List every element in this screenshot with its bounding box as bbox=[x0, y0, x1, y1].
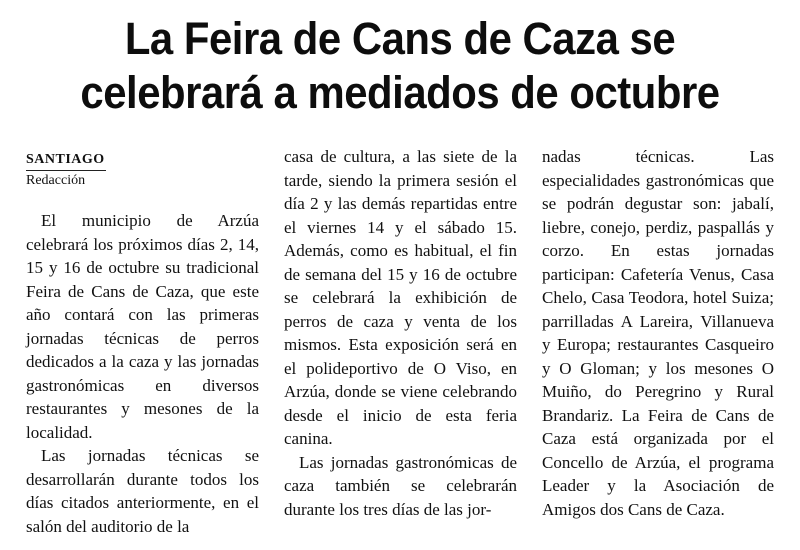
column-2-paragraph-1: casa de cultura, a las siete de la tarde, siendo la primera sesión el día 2 y las demás repartidas entre el viernes 14 y el sábado 15. Además, como es habitual, el fin de semana del 15 y 16 de octubre se celebrará la exhibición de perros de caza y venta de los mismos. Esta exposición será en el polideportivo de O Viso, en Arzúa, donde se viene celebrando desde el inicio de esta feria canina. bbox=[284, 147, 517, 448]
headline-line-2: celebrará a mediados de octubre bbox=[80, 67, 720, 118]
column-1-paragraph-2: Las jornadas técnicas se desarrollarán durante todos los días citados anteriormente, en el salón del auditorio de la bbox=[26, 446, 259, 536]
column-3-paragraph-1: nadas técnicas. Las especialidades gastronómicas que se podrán degustar son: jabalí, liebre, conejo, perdiz, paspallás y corzo. En estas jornadas participan: Cafetería Venus, Casa Chelo, Casa Teodora, hotel Suiza; parrilladas A Lareira, Villanueva y Europa; restaurantes Casqueiro y O Gloman; y los mesones O Muiño, do Peregrino y Rural Brandariz. La Feira de Cans de Caza está organizada por el Concello de Arzúa, el programa Leader y la Asociación de Amigos dos Cans de Caza. bbox=[542, 147, 774, 519]
byline-credit: Redacción bbox=[26, 173, 86, 188]
article-column-1 bbox=[26, 145, 259, 538]
column-2-paragraph-2: Las jornadas gastronómicas de caza también se celebrarán durante los tres días de las jor- bbox=[284, 452, 517, 519]
article-column-2 bbox=[284, 145, 517, 521]
byline-place: SANTIAGO bbox=[26, 145, 106, 171]
headline-line-1: La Feira de Cans de Caza se bbox=[124, 13, 676, 64]
article-column-3 bbox=[542, 145, 774, 521]
column-1-paragraph-1: El municipio de Arzúa celebrará los próximos días 2, 14, 15 y 16 de octubre su tradicional Feira de Cans de Caza, que este año contará con las primeras jornadas técnicas de perros dedicados a la caza y las jornadas gastronómicas en diversos restaurantes y mesones de la localidad. bbox=[26, 211, 259, 442]
headline bbox=[28, 12, 772, 120]
